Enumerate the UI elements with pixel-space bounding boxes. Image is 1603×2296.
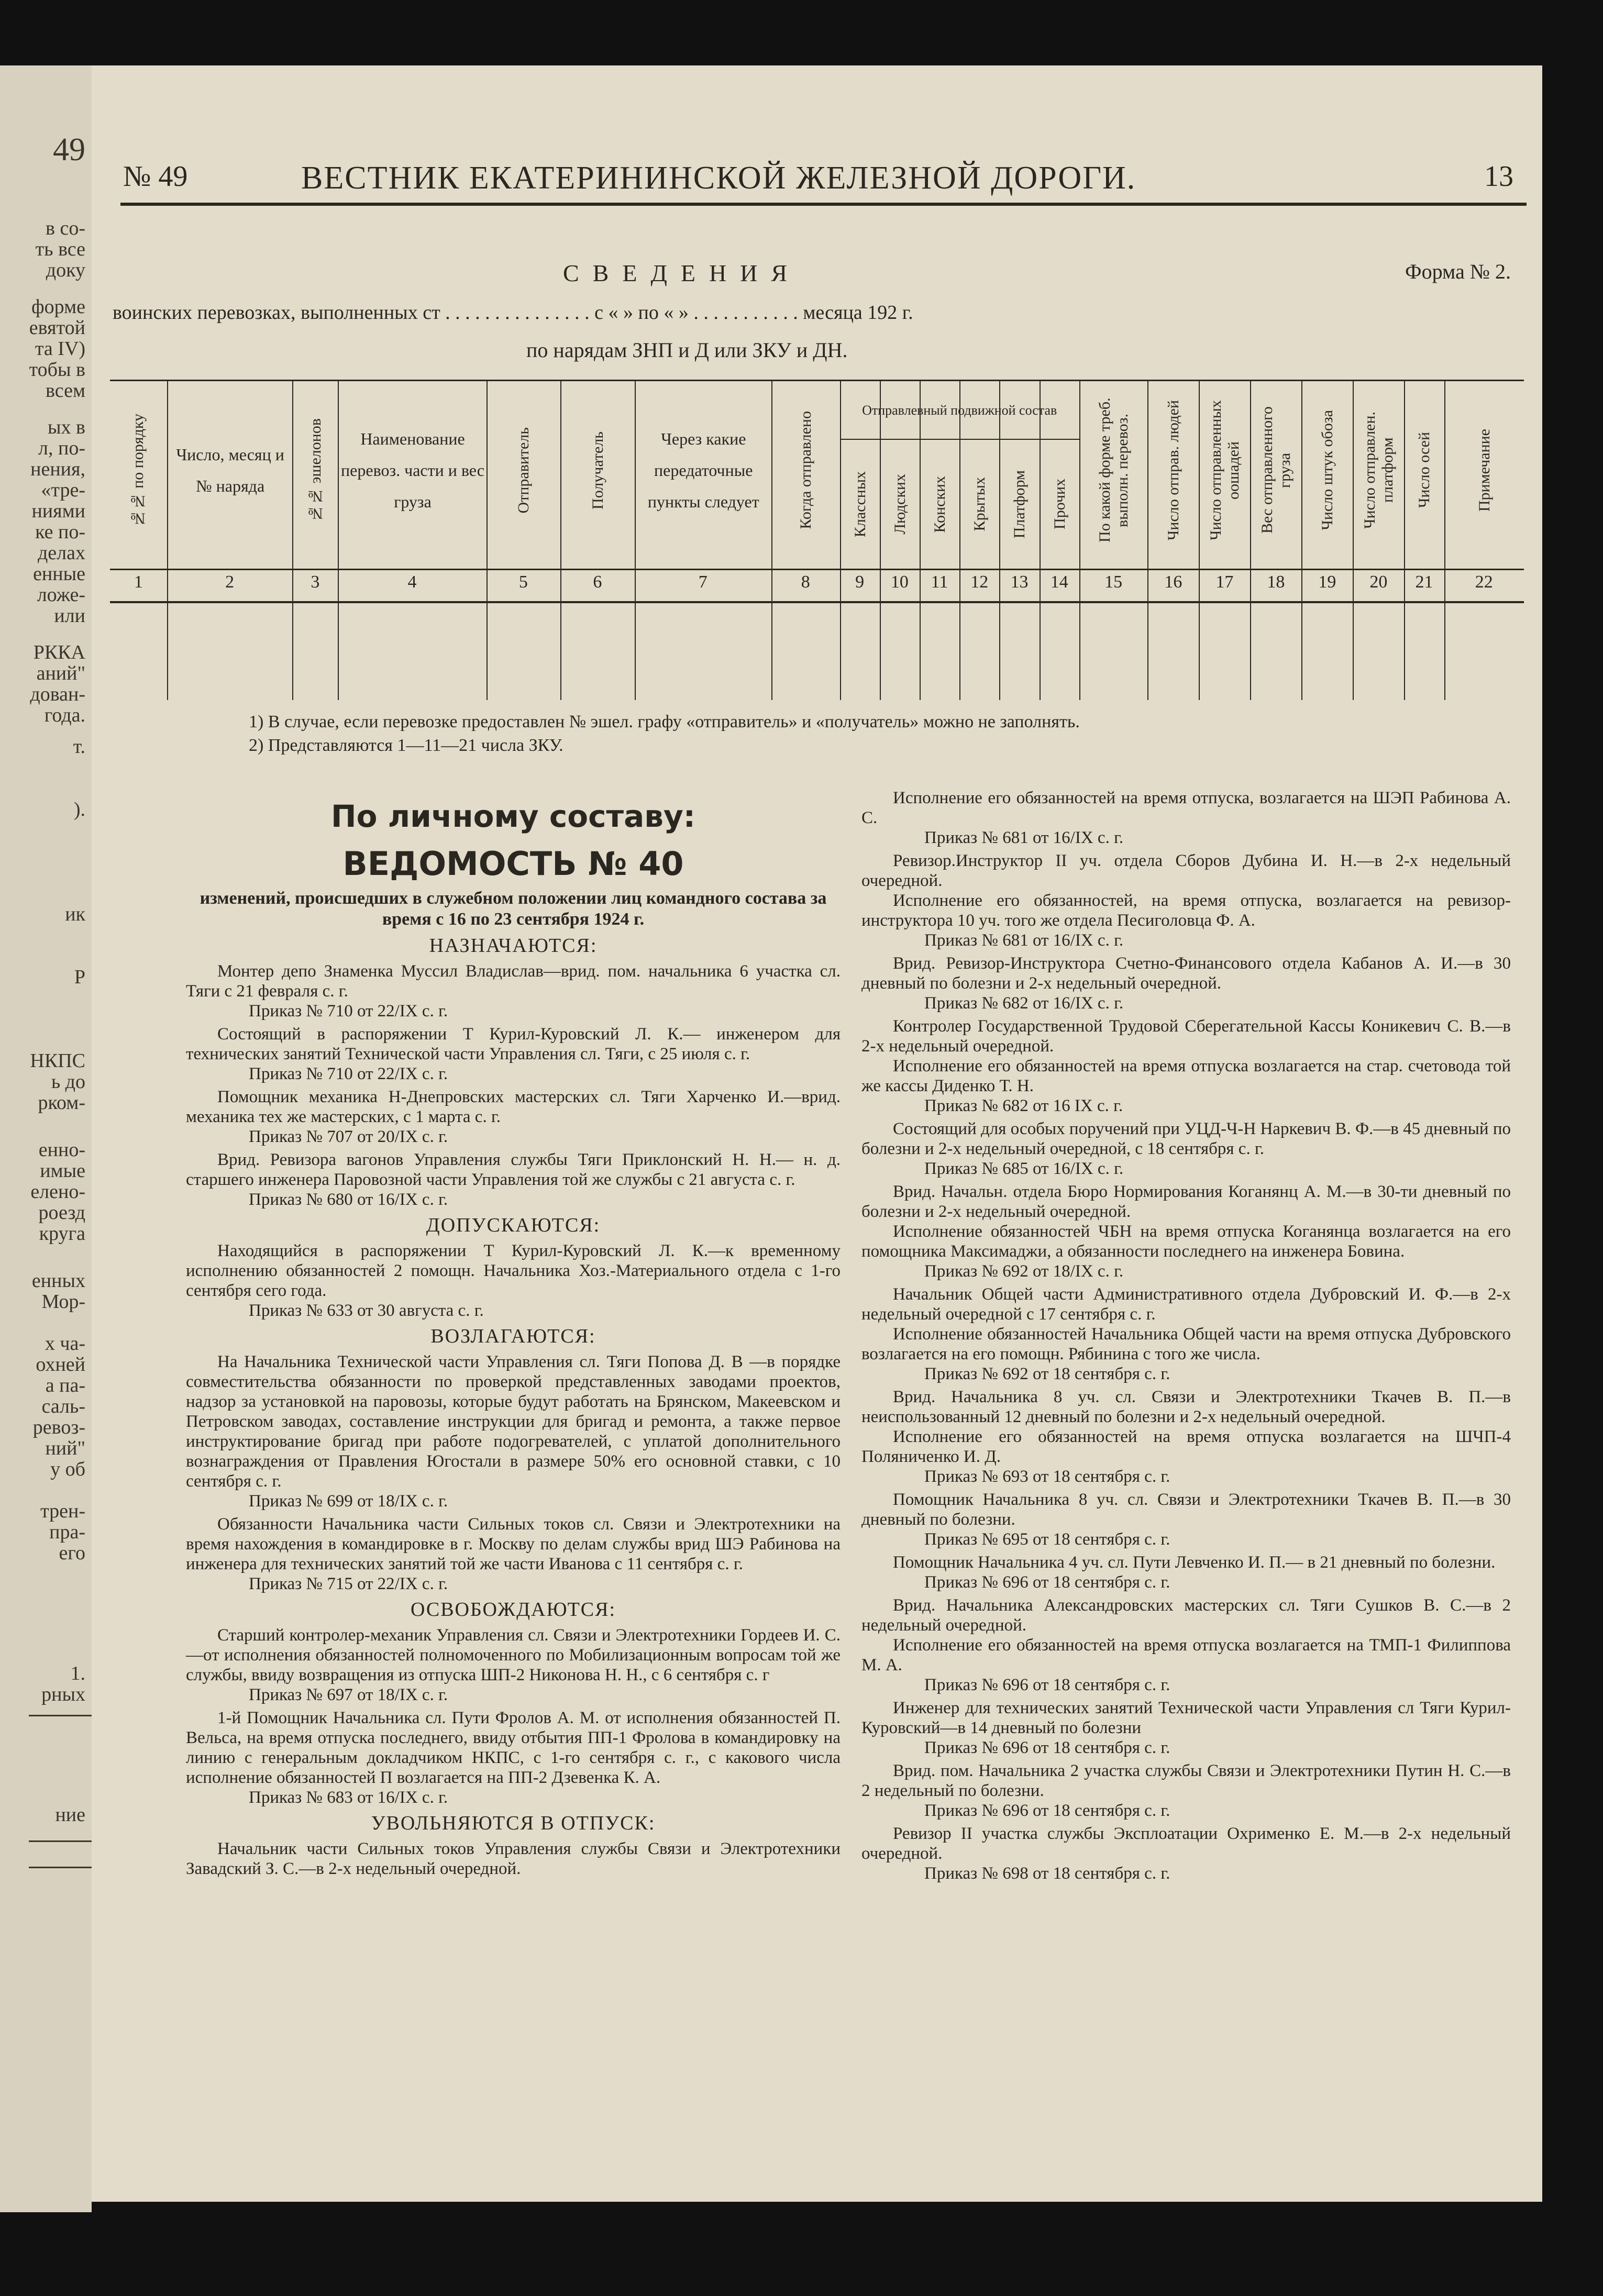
table-column-header [487, 381, 561, 601]
column-label: Наименование перевоз. части и вес груза [341, 429, 484, 511]
section-label: ОСВОБОЖДАЮТСЯ: [410, 1599, 616, 1621]
left-strip-line: аний" [36, 662, 85, 684]
left-strip-line: елено- [30, 1181, 85, 1203]
newspaper-page [92, 65, 1542, 2202]
order-reference: Приказ № 697 от 18/IX с. г. [249, 1685, 448, 1704]
column-label: Число осей [1416, 432, 1433, 508]
section-heading: По личному составу: [331, 798, 695, 834]
column-number: 16 [1164, 572, 1182, 592]
order-reference: Приказ № 710 от 22/IX с. г. [249, 1064, 448, 1083]
column-number: 1 [134, 572, 143, 592]
column-number: 19 [1318, 572, 1336, 592]
entry-paragraph: Старший контролер-механик Управления сл. Связи и Электротехники Гордеев И. С.—от исполнения обязанностей полномоченного по Мобилизационным вопросам той же службы, ввиду возвращения из отпуска ШП-2 Никонова Н. Н., с 6 сентября с. г [186, 1626, 841, 1684]
column-label: №№ по порядку [129, 413, 147, 527]
column-label: Число, месяц и № наряда [176, 445, 284, 495]
left-strip-line: т. [73, 736, 85, 758]
entry-paragraph: 1-й Помощник Начальника сл. Пути Фролов А. М. от исполнения обязанностей П. Вельса, на время отпуска последнего, ввиду отбытия ПП-1 Фролова в командировку на линию с генеральным докладчиком НКПС, с 1-го сентября с. г., с какового числа исполнение обязанностей П возлагается на ПП-2 Дзевенка К. А. [186, 1709, 841, 1787]
table-empty-cell [1250, 601, 1301, 700]
entry-paragraph: Исполнение его обязанностей на время отпуска возлагается на ШЧП-4 Поляниченко И. Д. [861, 1427, 1511, 1466]
form-note-2: 2) Представляются 1—11—21 числа ЗКУ. [249, 736, 563, 755]
page-number: 13 [1484, 160, 1513, 193]
order-reference: Приказ № 699 от 18/IX с. г. [249, 1492, 448, 1511]
order-reference: Приказ № 682 от 16 IX с. г. [924, 1096, 1123, 1115]
entry-paragraph: Врид. Начальника Александровских мастерских сл. Тяги Сушков В. С.—в 2 недельный очередной. [861, 1596, 1511, 1635]
left-strip-line: х ча- [45, 1333, 85, 1355]
column-label: Число отправленных оошадей [1207, 400, 1243, 540]
order-reference: Приказ № 715 от 22/IX с. г. [249, 1574, 448, 1593]
order-reference: Приказ № 692 от 18/IX с. г. [924, 1262, 1124, 1281]
column-label: Когда отправлено [797, 411, 815, 529]
left-strip-line: ний" [45, 1437, 85, 1459]
left-strip-line: имые [40, 1160, 85, 1182]
table-empty-cell [1444, 601, 1524, 700]
newspaper-title: ВЕСТНИК ЕКАТЕРИНИНСКОЙ ЖЕЛЕЗНОЙ ДОРОГИ. [301, 160, 1136, 196]
entry-paragraph: Врид. Ревизор-Инструктора Счетно-Финансового отдела Кабанов А. И.—в 30 дневный по болезни и 2-х недельный очередной. [861, 954, 1511, 993]
order-reference: Приказ № 681 от 16/IX с. г. [924, 931, 1124, 950]
table-column-header [1079, 381, 1148, 601]
entry-paragraph: Исполнение его обязанностей на время отпуска возлагается на ТМП-1 Филиппова М. А. [861, 1636, 1511, 1674]
table-empty-cell [1404, 601, 1444, 700]
table-column-header [1404, 381, 1444, 601]
column-label: №№ эшелонов [306, 418, 324, 522]
order-reference: Приказ № 680 от 16/IX с. г. [249, 1190, 448, 1209]
column-number: 15 [1104, 572, 1123, 592]
table-column-header [338, 381, 486, 601]
left-strip-line: саль- [41, 1395, 85, 1417]
entry-paragraph: Находящийся в распоряжении Т Курил-Куровский Л. К.—к временному исполнению обязанностей 2 помощн. Начальника Хоз.-Материального отдела с 1-го сентября сего года. [186, 1241, 841, 1300]
order-reference: Приказ № 681 от 16/IX с. г. [924, 828, 1124, 847]
table-empty-cell [880, 601, 920, 700]
section-label: УВОЛЬНЯЮТСЯ В ОТПУСК: [371, 1812, 656, 1834]
entry-paragraph: Врид. пом. Начальника 2 участка службы Связи и Электротехники Путин Н. С.—в 2 недельный по болезни. [861, 1761, 1511, 1800]
left-strip-line: форме [31, 296, 85, 318]
table-empty-cell [487, 601, 561, 700]
left-strip-line: круга [39, 1223, 85, 1245]
table-empty-cell [1079, 601, 1148, 700]
table-empty-cell [959, 601, 999, 700]
page-header [92, 160, 1542, 196]
left-strip-line: ). [73, 798, 85, 820]
table-empty-cell [338, 601, 486, 700]
column-label: Число отправ. людей [1165, 400, 1182, 541]
table-empty-cell [1301, 601, 1353, 700]
table-empty-cell [635, 601, 771, 700]
left-strip-line: роезд [38, 1202, 85, 1224]
table-empty-cell [1353, 601, 1404, 700]
left-strip-line: енно- [38, 1139, 85, 1161]
left-strip-line: тобы в [29, 359, 85, 381]
column-number: 5 [518, 572, 528, 592]
column-number: 2 [225, 572, 235, 592]
table-empty-cell [292, 601, 338, 700]
entry-paragraph: Контролер Государственной Трудовой Сберегательной Кассы Коникевич С. В.—в 2-х недельный очередной. [861, 1017, 1511, 1056]
column-number: 17 [1215, 572, 1234, 592]
entry-paragraph: На Начальника Технической части Управления сл. Тяги Попова Д. В —в порядке совместительства обязанности по проверкой представленных заводами проектов, надзор за установкой на паровозы, которые будут работать на Брянском, Макеевском и Петровском заводах, составление инструкции для бригад и ремонта, а также первое инструктирование бригад при работе подогревателей, с уплатой дополнительного вознаграждения от Правления Югостали в размере 50% его основной ставки, с 10 сентября с. г. [186, 1352, 841, 1491]
left-page-strip [0, 65, 92, 2212]
left-strip-line: ние [55, 1804, 85, 1826]
order-reference: Приказ № 695 от 18 сентября с. г. [924, 1530, 1170, 1549]
order-reference: Приказ № 707 от 20/IX с. г. [249, 1127, 448, 1146]
order-reference: Приказ № 710 от 22/IX с. г. [249, 1002, 448, 1021]
table-column-header [560, 381, 635, 601]
entry-paragraph: Инженер для технических занятий Технической части Управления сл Тяги Курил-Куровский—в 14 дневный по болезни [861, 1699, 1511, 1737]
left-strip-line: ых в [48, 416, 85, 438]
entry-paragraph: Врид. Ревизора вагонов Управления службы Тяги Приклонский Н. Н.— н. д. старшего инженера Паровозной части Управления той же службы с 21 августа с. г. [186, 1150, 841, 1189]
order-reference: Приказ № 683 от 16/IX с. г. [249, 1788, 448, 1807]
section-label: ДОПУСКАЮТСЯ: [426, 1214, 601, 1236]
order-reference: Приказ № 696 от 18 сентября с. г. [924, 1573, 1170, 1592]
section-label: ВОЗЛАГАЮТСЯ: [430, 1325, 596, 1347]
left-strip-line: трен- [40, 1500, 85, 1522]
entry-paragraph: Помощник Начальника 4 уч. сл. Пути Левченко И. П.— в 21 дневный по болезни. [893, 1553, 1496, 1572]
column-number: 9 [855, 572, 865, 592]
left-strip-line: пра- [49, 1521, 85, 1543]
left-strip-line: л, по- [38, 437, 85, 459]
entry-paragraph: Исполнение его обязанностей на время отпуска возлагается на стар. счетовода той же кассы Диденко Т. Н. [861, 1057, 1511, 1095]
column-number: 22 [1475, 572, 1493, 592]
left-strip-line: евятой [29, 317, 85, 339]
column-number: 3 [311, 572, 320, 592]
left-strip-line: ь до [51, 1071, 85, 1093]
left-strip-line: ниями [31, 500, 85, 522]
order-reference: Приказ № 696 от 18 сентября с. г. [924, 1676, 1170, 1694]
entry-paragraph: Помощник механика Н-Днепровских мастерских сл. Тяги Харченко И.—врид. механика тех же мастерских, с 1 марта с. г. [186, 1088, 841, 1126]
table-column-header [771, 381, 840, 601]
left-strip-line: года. [44, 704, 85, 726]
left-strip-line: енных [31, 1270, 85, 1292]
column-number: 14 [1050, 572, 1068, 592]
table-column-header [292, 381, 338, 601]
table-empty-cell [167, 601, 293, 700]
table-column-header [635, 381, 771, 601]
column-label: Прочих [1051, 479, 1068, 530]
entry-paragraph: Обязанности Начальника части Сильных токов сл. Связи и Электротехники на время нахождения в командировке в г. Москву по делам службы врид ШЭ Рабинова на инженера для технических занятий той же части Иванова с 11 сентября с. г. [186, 1515, 841, 1573]
order-reference: Приказ № 696 от 18 сентября с. г. [924, 1738, 1170, 1757]
column-label: Людских [891, 474, 909, 535]
table-column-header [1301, 381, 1353, 601]
left-strip-line: ке по- [35, 521, 85, 543]
personnel-left-column [186, 788, 841, 1879]
table-empty-cell [1147, 601, 1199, 700]
column-label: Примечание [1475, 428, 1493, 512]
entry-paragraph: Врид. Начальника 8 уч. сл. Связи и Электротехники Ткачев В. П.—в неиспользованный 12 дневный по болезни и 2-х недельный очередной. [861, 1388, 1511, 1426]
order-reference: Приказ № 682 от 16/IX с. г. [924, 994, 1124, 1013]
column-number: 6 [593, 572, 602, 592]
order-reference: Приказ № 692 от 18 сентября с. г. [924, 1365, 1170, 1383]
left-strip-line: доку [46, 259, 85, 281]
column-number: 7 [698, 572, 707, 592]
left-strip-line: енные [33, 563, 85, 585]
bulletin-subtitle: изменений, происшедших в служебном положении лиц командного состава за время с 16 по 23 сентября 1924 г. [200, 889, 827, 929]
table-column-header [1353, 381, 1404, 601]
column-label: Вес отправленного груза [1258, 406, 1294, 534]
entry-paragraph: Состоящий в распоряжении Т Курил-Куровский Л. К.— инженером для технических занятий Технической части Управления сл. Тяги, с 25 июля с. г. [186, 1025, 841, 1063]
table-column-header [1199, 381, 1250, 601]
form-subtitle-line-2: по нарядам ЗНП и Д или ЗКУ и ДН. [526, 338, 848, 362]
group-header: Отправлевный подвижной состав [862, 403, 1057, 418]
table-column-header [167, 381, 293, 601]
column-number: 8 [801, 572, 810, 592]
table-column-header [1250, 381, 1301, 601]
column-number: 21 [1415, 572, 1433, 592]
entry-paragraph: Начальник части Сильных токов Управления службы Связи и Электротехники Завадский З. С.—в 2-х недельный очередной. [186, 1839, 841, 1878]
header-rule [120, 203, 1527, 206]
personnel-right-column [861, 788, 1511, 1887]
order-reference: Приказ № 696 от 18 сентября с. г. [924, 1801, 1170, 1820]
left-strip-line: дован- [30, 683, 85, 705]
order-reference: Приказ № 698 от 18 сентября с. г. [924, 1864, 1170, 1883]
table-column-header [1147, 381, 1199, 601]
left-strip-rule [29, 1867, 92, 1868]
left-strip-line: всем [46, 380, 85, 402]
left-strip-line: ть все [35, 238, 85, 260]
form-table-body [110, 601, 1524, 700]
section-label: НАЗНАЧАЮТСЯ: [429, 935, 598, 957]
left-strip-line: 1. [70, 1662, 85, 1684]
form-table [110, 380, 1524, 603]
table-empty-cell [840, 601, 880, 700]
column-label: Число отправлен. платформ [1361, 411, 1397, 529]
table-column-header [110, 381, 167, 601]
left-strip-line: делах [37, 542, 85, 564]
left-strip-line: ревоз- [32, 1416, 85, 1438]
entry-paragraph: Ревизор.Инструктор II уч. отдела Сборов Дубина И. Н.—в 2-х недельный очередной. [861, 851, 1511, 890]
left-strip-rule [29, 1840, 92, 1842]
column-label: Через какие передаточные пункты следует [647, 429, 759, 511]
entry-paragraph: Монтер депо Знаменка Муссил Владислав—врид. пом. начальника 6 участка сл. Тяги с 21 февраля с. г. [186, 962, 841, 1001]
column-number: 20 [1369, 572, 1388, 592]
issue-number: № 49 [123, 160, 188, 193]
left-strip-line: рных [41, 1683, 85, 1705]
left-strip-line: Мор- [41, 1291, 85, 1313]
left-strip-line: рком- [38, 1092, 85, 1114]
table-empty-cell [110, 601, 167, 700]
left-strip-line: у об [50, 1458, 85, 1480]
column-number: 12 [970, 572, 989, 592]
left-page-number: 49 [53, 132, 85, 168]
form-title: СВЕДЕНИЯ [563, 260, 801, 286]
entry-paragraph: Исполнение обязанностей Начальника Общей части на время отпуска Дубровского возлагается на его помощн. Рябинина с того же числа. [861, 1325, 1511, 1363]
entry-paragraph: Исполнение его обязанностей на время отпуска, возлагается на ШЭП Рабинова А. С. [861, 789, 1511, 827]
left-strip-line: ик [65, 903, 85, 925]
left-strip-line: Р [74, 966, 85, 988]
left-strip-line: «тре- [41, 479, 85, 501]
table-empty-cell [560, 601, 635, 700]
column-label: По какой форме треб. выполн. перевоз. [1096, 397, 1132, 543]
left-strip-line: та IV) [35, 338, 85, 360]
left-strip-line: НКПС [30, 1050, 85, 1072]
order-reference: Приказ № 685 от 16/IX с. г. [924, 1159, 1124, 1178]
order-reference: Приказ № 633 от 30 августа с. г. [249, 1301, 484, 1320]
column-label: Получатель [589, 431, 606, 509]
left-strip-line: или [54, 605, 85, 627]
group-rule [840, 439, 1079, 440]
form-subtitle-line: воинских перевозках, выполненных ст . . . . . . . . . . . . . . . с « » по « » . . . . . . . . . . . месяца 192 г. [113, 302, 913, 324]
table-empty-cell [771, 601, 840, 700]
left-strip-rule [29, 1715, 92, 1716]
column-label: Крытых [971, 477, 989, 531]
entry-paragraph: Помощник Начальника 8 уч. сл. Связи и Электротехники Ткачев В. П.—в 30 дневный по болезни. [861, 1490, 1511, 1529]
left-strip-line: охней [36, 1354, 85, 1376]
left-strip-line: нения, [30, 458, 85, 480]
entry-paragraph: Исполнение его обязанностей, на время отпуска, возлагается на ревизор-инструктора 10 уч. того же отдела Песиголовца Ф. А. [861, 891, 1511, 930]
table-column-header [1444, 381, 1524, 601]
table-empty-cell [999, 601, 1039, 700]
column-label: Число штук обоза [1319, 410, 1336, 530]
column-number: 11 [931, 572, 948, 592]
left-strip-line: в со- [46, 217, 85, 239]
column-number: 13 [1010, 572, 1029, 592]
entry-paragraph: Исполнение обязанностей ЧБН на время отпуска Коганянца возлагается на его помощника Максимаджи, а обязанности последнего на инженера Бовина. [861, 1222, 1511, 1261]
form-note-1: 1) В случае, если перевозке предоставлен № эшел. графу «отправитель» и «получатель» можно не заполнять. [249, 712, 1080, 731]
table-empty-cell [1199, 601, 1250, 700]
left-strip-line: а па- [45, 1374, 85, 1396]
column-number: 10 [890, 572, 909, 592]
table-empty-cell [920, 601, 959, 700]
entry-paragraph: Начальник Общей части Административного отдела Дубровский И. Ф.—в 2-х недельный очередной с 17 сентября с. г. [861, 1285, 1511, 1324]
entry-paragraph: Состоящий для особых поручений при УЦД-Ч-Н Наркевич В. Ф.—в 45 дневный по болезни и 2-х недельный очередной, с 18 сентября с. г. [861, 1119, 1511, 1158]
left-strip-line: РККА [33, 641, 85, 663]
bulletin-title: ВЕДОМОСТЬ № 40 [342, 845, 684, 883]
column-label: Классных [851, 471, 869, 538]
column-label: Конских [931, 475, 949, 533]
left-strip-line: ложе- [37, 584, 85, 606]
form-number: Форма № 2. [1405, 260, 1511, 283]
left-strip-line: его [59, 1542, 85, 1564]
entry-paragraph: Врид. Начальн. отдела Бюро Нормирования Коганянц А. М.—в 30-ти дневный по болезни и 2-х недельный очередной. [861, 1182, 1511, 1221]
column-label: Платформ [1011, 470, 1029, 539]
order-reference: Приказ № 693 от 18 сентября с. г. [924, 1467, 1170, 1486]
table-empty-cell [1040, 601, 1079, 700]
column-number: 18 [1267, 572, 1285, 592]
entry-paragraph: Ревизор II участка службы Эксплоатации Охрименко Е. М.—в 2-х недельный очередной. [861, 1824, 1511, 1863]
column-label: Отправитель [515, 427, 533, 514]
column-number: 4 [407, 572, 417, 592]
